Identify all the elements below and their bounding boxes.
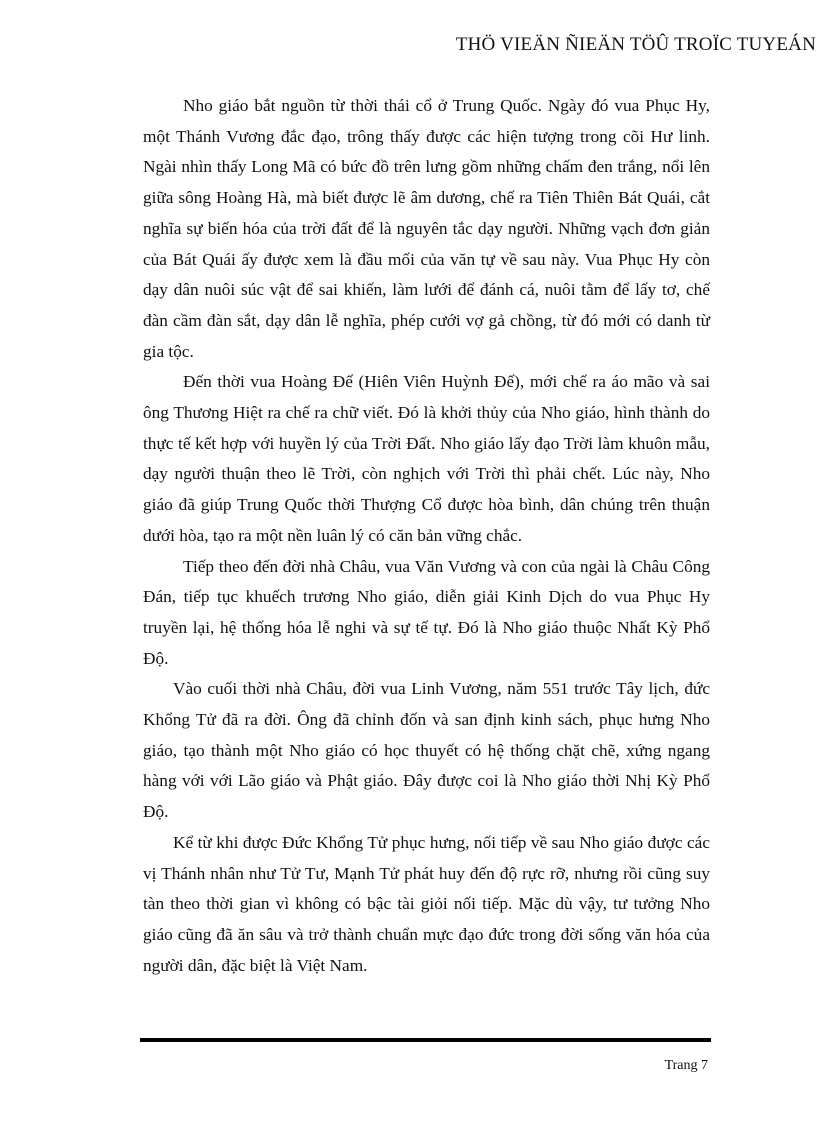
paragraph: Tiếp theo đến đời nhà Châu, vua Văn Vương và con của ngài là Châu Công Đán, tiếp tục khuếch trương Nho giáo, diễn giải Kinh Dịch do vua Phục Hy truyền lại, hệ thống hóa lễ nghi và sự tế tự. Đó là Nho giáo thuộc Nhất Kỳ Phổ Độ. xyxy=(143,556,710,668)
document-body xyxy=(143,91,710,981)
header-title: THÖ VIEÄN ÑIEÄN TÖÛ TROÏC TUYEÁN xyxy=(455,34,816,55)
paragraph: Nho giáo bắt nguồn từ thời thái cổ ở Trung Quốc. Ngày đó vua Phục Hy, một Thánh Vương đắc đạo, trông thấy được các hiện tượng trong cõi Hư linh. Ngài nhìn thấy Long Mã có bức đồ trên lưng gồm những chấm đen trắng, nổi lên giữa sông Hoàng Hà, mà biết được lẽ âm dương, chế ra Tiên Thiên Bát Quái, cắt nghĩa sự biến hóa của trời đất để là nguyên tắc dạy người. Những vạch đơn giản của Bát Quái ấy được xem là đầu mối của văn tự về sau này. Vua Phục Hy còn dạy dân nuôi súc vật để sai khiến, làm lưới để đánh cá, nuôi tằm để lấy tơ, chế đàn cầm đàn sắt, dạy dân lễ nghĩa, phép cưới vợ gả chồng, từ đó mới có danh từ gia tộc. xyxy=(143,96,710,361)
paragraph: Đến thời vua Hoàng Đế (Hiên Viên Huỳnh Đế), mới chế ra áo mão và sai ông Thương Hiệt ra chế ra chữ viết. Đó là khởi thủy của Nho giáo, hình thành do thực tế kết hợp với huyền lý của Trời Đất. Nho giáo lấy đạo Trời làm khuôn mẫu, dạy người thuận theo lẽ Trời, còn nghịch với Trời thì phải chết. Lúc này, Nho giáo đã giúp Trung Quốc thời Thượng Cổ được hòa bình, dân chúng trên thuận dưới hòa, tạo ra một nền luân lý có căn bản vững chắc. xyxy=(143,372,710,545)
paragraph: Vào cuối thời nhà Châu, đời vua Linh Vương, năm 551 trước Tây lịch, đức Khổng Tử đã ra đời. Ông đã chỉnh đốn và san định kinh sách, phục hưng Nho giáo, tạo thành một Nho giáo có học thuyết có hệ thống chặt chẽ, xứng ngang hàng với với Lão giáo và Phật giáo. Đây được coi là Nho giáo thời Nhị Kỳ Phổ Độ. xyxy=(143,679,710,822)
footer-divider xyxy=(140,1038,711,1042)
page-number: Trang 7 xyxy=(664,1058,708,1073)
paragraph: Kể từ khi được Đức Khổng Tử phục hưng, nối tiếp về sau Nho giáo được các vị Thánh nhân như Tử Tư, Mạnh Tử phát huy đến độ rực rỡ, nhưng rồi cũng suy tàn theo thời gian vì không có bậc tài giỏi nối tiếp. Mặc dù vậy, tư tưởng Nho giáo cũng đã ăn sâu và trở thành chuẩn mực đạo đức trong đời sống văn hóa của người dân, đặc biệt là Việt Nam. xyxy=(143,832,710,975)
